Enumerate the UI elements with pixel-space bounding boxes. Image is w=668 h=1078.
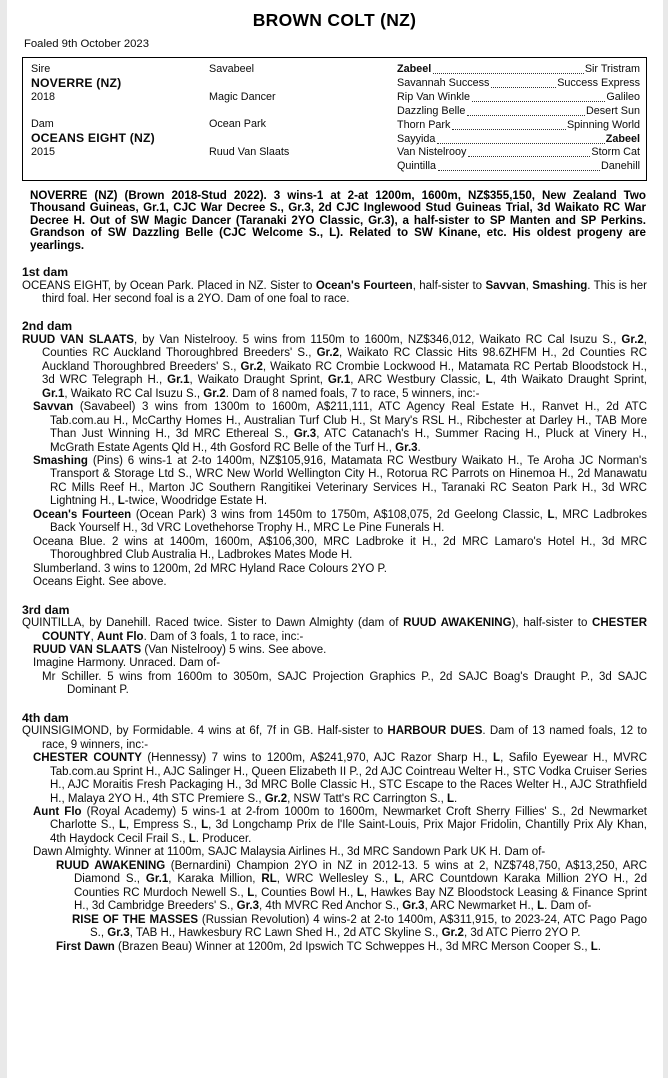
dam-year: 2015 (31, 146, 56, 159)
pedigree-entry-paragraph (22, 914, 647, 941)
pedigree-entry-paragraph (22, 617, 647, 644)
dam-section-heading: 1st dam (22, 265, 69, 280)
entry-text: , Counties RC Auckland Thoroughbred Breeders' S., (42, 333, 647, 360)
pedigree-grandparent-name: Ruud Van Slaats (209, 146, 290, 159)
ancestor-name-right: Zabeel (605, 132, 640, 145)
ancestor-name-left: Van Nistelrooy (397, 146, 467, 159)
entry-text: , (90, 630, 97, 643)
pedigree-grandparents-column (209, 63, 397, 174)
horse-name-bold: RUUD AWAKENING (56, 859, 166, 872)
horse-name-bold: L (117, 495, 125, 508)
horse-name-bold: Aunt Flo (33, 806, 82, 818)
pedigree-entry-paragraph (22, 671, 647, 698)
entry-text: , ATC Catanach's H., Summer Racing H., Pluck at Vinery H., McGrath Estate Agents Qld H., 4th Gosford RC Belle of the Turf H., (50, 428, 648, 454)
horse-name-bold: RUUD VAN SLAATS (22, 333, 134, 346)
entry-text: Oceans Eight. See above. (33, 576, 167, 589)
horse-name-bold: Aunt Flo (96, 630, 144, 643)
pedigree-entry-paragraph (22, 657, 647, 670)
horse-name-bold: L (119, 819, 127, 832)
entry-text: (Royal Academy) 5 wins-1 at 2-from 1000m to 1600m, Newmarket Croft Sherry Fillies' S., 2d Newmarket Charlotte S., (50, 806, 648, 832)
horse-name-bold: Gr.2 (264, 792, 288, 805)
horse-name-bold: L (356, 886, 364, 899)
dam-role-label: Dam (31, 118, 54, 131)
dam-sections (22, 265, 647, 954)
horse-name-bold: L (446, 792, 454, 805)
entry-text: (Bernardini) Champion 2YO in NZ in 2012-13. 5 wins at 2, NZ$748,750, A$13,250, ARC Diamond S., (74, 859, 647, 886)
entry-text: (Van Nistelrooy) 5 wins. See above. (141, 643, 327, 656)
horse-name-bold: Gr.2 (621, 333, 644, 346)
dot-leader (437, 143, 604, 144)
entry-text: , 3d ATC Pierro 2YO P. (463, 927, 581, 940)
entry-text: (Savabeel) 3 wins from 1300m to 1600m, A$211,111, ATC Agency Real Estate H., Ranvet H., 2d ATC Tab.com.au H., McCarthy Homes H., Australian Turf Club H., St Mary's RSL H., Ribchester at Darley H., TAB More Than Just Winning H., 3d MRC Ethereal S., (50, 401, 647, 441)
entry-text: ), half-sister to (511, 617, 593, 630)
pedigree-ancestor-row (397, 132, 640, 146)
horse-name-bold: Gr.3 (402, 900, 425, 913)
entry-text: , NSW Tatt's RC Carrington S., (287, 792, 447, 805)
entry-text: (Russian Revolution) 4 wins-2 at 2-to 1400m, A$311,915, to 2023-24, ATC Pago Pago S., (90, 913, 647, 940)
entry-text: , Safilo Eyewear H., MVRC Tab.com.au Sprint H., AJC Salinger H., Queen Elizabeth II P., 2d AJC Cointreau Welter H., STC Vodka Cruiser Series H., AJC Moraitis Fresh Packaging H., 3d MRC Bolle Classic H., STC Escape to the Races Welter H., AJC Strathfield H., Malaya 2YO H., 4th STC Premiere S., (50, 752, 648, 805)
horse-name-bold: Savvan (33, 401, 74, 414)
entry-text: . Dam of- (544, 900, 592, 913)
horse-name-bold: Ocean's Fourteen (315, 279, 413, 292)
pedigree-entry-paragraph (22, 401, 647, 455)
horse-name-bold: Smashing (33, 455, 88, 468)
horse-name-bold: Gr.3 (107, 927, 130, 940)
entry-text: , Counties Bowl H., (254, 886, 357, 899)
pedigree-ancestor-row (397, 105, 640, 119)
pedigree-ancestor-row (397, 160, 640, 174)
entry-text: QUINSIGIMOND, by Formidable. 4 wins at 6f, 7f in GB. Half-sister to (22, 725, 388, 738)
horse-name-bold: Gr.1 (145, 873, 169, 886)
entry-text: (Pins) 6 wins-1 at 2-to 1400m, NZ$105,916, Matamata RC Westbury Waikato H., Te Aroha JC Norman's Transport & Storage Ltd S., WRC New World Wellington City H., Rotorua RC Parrots on Hinemoa H., 2d Manawatu RC Mills Reef H., Marton JC Southern Rangitikei Veterinary Services H., Taranaki RC Seaton Park H., 3d WRC Lightning H., (50, 455, 647, 508)
entry-text: , 3d Longchamp Prix de l'Ile Saint-Louis, Prix Major Fridolin, Chantilly Prix Aly Khan, 4th Haydock Cecil Frail S., (50, 819, 647, 845)
dot-leader (438, 170, 600, 171)
pedigree-ancestors-column (397, 63, 640, 174)
dot-leader (468, 156, 590, 157)
pedigree-entry-paragraph (22, 280, 647, 307)
ancestor-name-right: Desert Sun (585, 104, 640, 117)
entry-text: (Ocean Park) 3 wins from 1450m to 1750m, A$108,075, 2d Geelong Classic, (131, 508, 548, 521)
pedigree-grandparent-name: Magic Dancer (209, 90, 276, 103)
horse-name-bold: L (394, 873, 402, 886)
entry-text: , Hawkes Bay NZ Bloodstock Leasing & Finance Sprint H., 3d Cambridge Breeders' S., (74, 886, 648, 913)
sire-year: 2018 (31, 90, 56, 103)
pedigree-ancestor-row (397, 146, 640, 160)
dot-leader (433, 73, 584, 74)
pedigree-entry-paragraph (22, 806, 647, 846)
entry-text: . Dam of 8 named foals, 7 to race, 5 winners, inc:- (225, 387, 480, 400)
entry-text: , 4th MVRC Red Anchor S., (259, 900, 403, 913)
ancestor-name-right: Spinning World (566, 118, 640, 131)
page-title: BROWN COLT (NZ) (252, 10, 417, 30)
horse-name-bold: L (485, 374, 493, 387)
horse-name-bold: Smashing (532, 279, 588, 292)
ancestor-name-left: Dazzling Belle (397, 104, 466, 117)
entry-text: (Brazen Beau) Winner at 1200m, 2d Ipswich TC Schweppes H., 3d MRC Merson Cooper S., (114, 940, 591, 953)
pedigree-ancestor-row (397, 118, 640, 132)
pedigree-entry-paragraph (22, 334, 647, 401)
pedigree-grandparent-name: Ocean Park (209, 118, 267, 131)
horse-name-bold: L (493, 752, 501, 765)
pedigree-table (22, 57, 647, 181)
entry-text: QUINTILLA, by Danehill. Raced twice. Sister to Dawn Almighty (dam of (22, 617, 404, 630)
entry-text: , by Van Nistelrooy. 5 wins from 1150m to 1600m, NZ$346,012, Waikato RC Cal Isuzu S., (133, 333, 622, 346)
entry-text: , Waikato RC Cal Isuzu S., (64, 387, 204, 400)
dot-leader (491, 87, 556, 88)
entry-text: . Dam of 13 named foals, 12 to race, 9 winners, inc:- (42, 725, 647, 751)
horse-name-bold: Gr.2 (316, 347, 339, 360)
entry-text: . (417, 441, 421, 454)
horse-name-bold: L (547, 508, 555, 521)
ancestor-name-left: Thorn Park (397, 118, 451, 131)
dot-leader (452, 129, 566, 130)
entry-text: Dawn Almighty. Winner at 1100m, SAJC Malaysia Airlines H., 3d MRC Sandown Park UK H. Dam of- (33, 846, 546, 859)
entry-text: , WRC Wellesley S., (276, 873, 395, 886)
ancestor-name-right: Sir Tristram (584, 63, 640, 76)
entry-text: , 4th Waikato Draught Sprint, (492, 374, 647, 387)
dam-block (31, 118, 209, 173)
entry-text: . This is her third foal. Her second foal is a 2YO. Dam of one foal to race. (42, 279, 648, 305)
ancestor-name-left: Quintilla (397, 160, 437, 173)
sire-summary-paragraph: NOVERRE (NZ) (Brown 2018-Stud 2022). 3 wins-1 at 2-at 1200m, 1600m, NZ$355,150, New Zealand Two Thousand Guineas, Gr.1, CJC War Decree S., Gr.3, 2d CJC Inglewood Stud Guineas Trial, 3d Waikato RC War Decree H. Out of SW Magic Dancer (Taranaki 2YO Classic, Gr.3), a half-sister to SP Manten and SP Perkins. Grandson of SW Dazzling Belle (CJC Welcome S., L). Related to SW Kinane, etc. His oldest progeny are yearlings. (30, 188, 646, 252)
horse-name-bold: Gr.1 (42, 387, 65, 400)
pedigree-entry-paragraph (22, 941, 647, 954)
foaled-date: Foaled 9th October 2023 (24, 38, 149, 50)
horse-name-bold: RUUD AWAKENING (403, 617, 512, 630)
entry-text: -twice, Woodridge Estate H. (124, 495, 268, 508)
ancestor-name-left: Sayyida (397, 132, 436, 145)
entry-text: , Waikato RC Classic Hits 98.6ZHFM H., 2d Counties RC Auckland Thoroughbred Breeders' S., (42, 347, 647, 373)
entry-text: , Waikato Draught Sprint, (189, 374, 328, 387)
ancestor-name-left: Savannah Success (397, 77, 490, 90)
horse-name-bold: RUUD VAN SLAATS (33, 643, 142, 656)
dam-section-heading: 2nd dam (22, 319, 73, 334)
horse-name-bold: Savvan (485, 279, 526, 292)
horse-name-bold: Gr.3 (395, 441, 418, 454)
pedigree-entry-paragraph (22, 752, 647, 806)
ancestor-name-left: Zabeel (397, 63, 432, 76)
horse-name-bold: CHESTER COUNTY (33, 752, 142, 765)
entry-text: , (525, 279, 533, 292)
dam-section-heading: 4th dam (22, 710, 69, 725)
pedigree-entry-paragraph (22, 576, 647, 589)
pedigree-entry-paragraph (22, 563, 647, 576)
horse-name-bold: RL (261, 873, 277, 886)
pedigree-grandparent-name: Savabeel (209, 63, 255, 75)
horse-name-bold: Gr.3 (293, 428, 317, 441)
pedigree-entry-paragraph (22, 846, 647, 859)
entry-text: (Hennessy) 7 wins to 1200m, A$241,970, AJC Razor Sharp H., (141, 752, 494, 765)
ancestor-name-right: Success Express (557, 77, 640, 90)
pedigree-ancestor-row (397, 91, 640, 105)
ancestor-name-right: Storm Cat (591, 146, 640, 159)
pedigree-entry-paragraph (22, 860, 647, 914)
horse-name-bold: L (537, 900, 545, 913)
entry-text: , TAB H., Hawkesbury RC Lawn Shed H., 2d ATC Skyline S., (129, 927, 442, 940)
horse-name-bold: Gr.3 (236, 900, 260, 913)
dot-leader (472, 101, 605, 102)
horse-name-bold: Ocean's Fourteen (33, 508, 132, 521)
entry-text: Slumberland. 3 wins to 1200m, 2d MRC Hyland Race Colours 2YO P. (33, 562, 387, 575)
horse-name-bold: L (201, 819, 209, 832)
sire-role-label: Sire (31, 63, 51, 75)
horse-name-bold: Gr.2 (441, 927, 464, 940)
entry-text: Imagine Harmony. Unraced. Dam of- (33, 657, 221, 670)
pedigree-entry-paragraph (22, 536, 647, 563)
ancestor-name-left: Rip Van Winkle (397, 91, 471, 104)
entry-text: , ARC Newmarket H., (424, 900, 538, 913)
entry-text: Oceana Blue. 2 wins at 1400m, 1600m, A$106,300, MRC Ladbroke it H., 2d MRC Lamaro's Hotel H., 3d MRC Thoroughbred Club Australia H., Ladbrokes Mates Mode H. (33, 535, 647, 562)
horse-name-bold: Gr.1 (167, 374, 190, 387)
horse-name-bold: RISE OF THE MASSES (72, 913, 199, 926)
entry-text: . Dam of 3 foals, 1 to race, inc:- (143, 630, 304, 643)
sire-name: NOVERRE (NZ) (31, 75, 122, 90)
pedigree-ancestor-row (397, 77, 640, 91)
ancestor-name-right: Galileo (606, 91, 640, 104)
horse-name-bold: HARBOUR DUES (387, 725, 483, 738)
horse-name-bold: CHESTER COUNTY (42, 617, 647, 643)
entry-text: OCEANS EIGHT, by Ocean Park. Placed in NZ. Sister to (22, 279, 316, 292)
pedigree-sire-dam-column (31, 63, 209, 174)
dam-name: OCEANS EIGHT (NZ) (31, 131, 155, 146)
entry-text: Mr Schiller. 5 wins from 1600m to 3050m, SAJC Projection Graphics P., 2d SAJC Boag's Draught P., 3d SAJC Dominant P. (42, 670, 647, 697)
catalogue-page (7, 0, 663, 1078)
horse-name-bold: Gr.2 (240, 360, 263, 373)
horse-name-bold: L (188, 832, 196, 845)
entry-text: , half-sister to (412, 279, 486, 292)
horse-name-bold: First Dawn (56, 940, 115, 953)
horse-name-bold: L (590, 940, 598, 953)
dot-leader (467, 115, 585, 116)
entry-text: , Karaka Million, (168, 873, 262, 886)
entry-text: , Empress S., (126, 819, 202, 832)
entry-text: , Waikato RC Crombie Lockwood H., Matamata RC Pertab Bloodstock H., 3d WRC Telegraph H., (42, 360, 647, 387)
pedigree-entry-paragraph (22, 725, 647, 752)
pedigree-entry-paragraph (22, 644, 647, 657)
entry-text: , MRC Ladbrokes Back Yourself H., 3d VRC Lovethehorse Trophy H., MRC Le Pine Funerals H. (50, 508, 647, 535)
pedigree-entry-paragraph (22, 509, 647, 536)
sire-block (31, 63, 209, 118)
entry-text: . (597, 940, 601, 953)
pedigree-entry-paragraph (22, 455, 647, 509)
pedigree-ancestor-row (397, 63, 640, 77)
entry-text: , ARC Countdown Karaka Million 2YO H., 2d Counties RC Murdoch Newell S., (74, 873, 647, 899)
horse-name-bold: L (247, 886, 255, 899)
entry-text: , ARC Westbury Classic, (350, 374, 486, 387)
horse-name-bold: Gr.2 (203, 387, 226, 400)
entry-text: . Producer. (195, 832, 252, 845)
horse-name-bold: Gr.1 (327, 374, 351, 387)
entry-text: . (454, 792, 458, 805)
dam-section-heading: 3rd dam (22, 602, 70, 617)
ancestor-name-right: Danehill (600, 160, 640, 173)
